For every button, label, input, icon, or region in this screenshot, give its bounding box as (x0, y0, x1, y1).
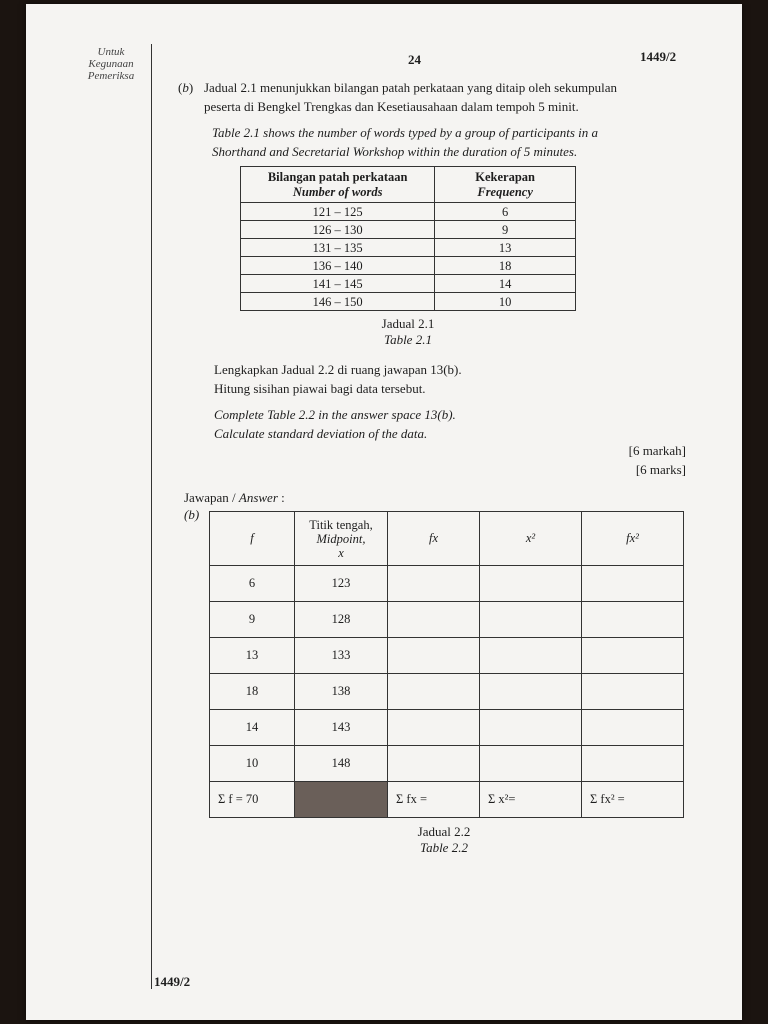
instruction-malay-line-1: Lengkapkan Jadual 2.2 di ruang jawapan 13(b). (214, 362, 462, 377)
fx-squared-answer-cell[interactable] (582, 674, 684, 710)
table-2-1-caption (358, 316, 458, 348)
words-column-header (241, 167, 435, 203)
frequency-header-english: Frequency (477, 184, 533, 199)
intro-english-line-2: Shorthand and Secretarial Workshop within the duration of 5 minutes. (212, 144, 578, 159)
words-header-malay: Bilangan patah perkataan (267, 169, 408, 184)
table-row (210, 566, 684, 602)
midpoint-header-symbol: x (338, 545, 344, 560)
frequency-cell: 18 (435, 257, 576, 275)
footer-paper-code: 1449/2 (154, 974, 191, 989)
words-header-english: Number of words (292, 184, 383, 199)
caption-malay: Jadual 2.2 (417, 824, 471, 839)
table-row (241, 221, 576, 239)
intro-malay-line-1: Jadual 2.1 menunjukkan bilangan patah perkataan yang ditaip oleh sekumpulan (204, 80, 617, 95)
marks-malay: [6 markah] (628, 443, 686, 458)
table-row (210, 602, 684, 638)
answer-label-english: Answer (238, 490, 278, 505)
table-row (241, 257, 576, 275)
instruction-malay-line-2: Hitung sisihan piawai bagi data tersebut. (214, 381, 426, 396)
midpoint-cell: 123 (295, 566, 388, 602)
caption-english: Table 2.2 (420, 840, 468, 855)
margin-note-line-1: Untuk (97, 46, 125, 58)
margin-note-line-2: Kegunaan (88, 58, 134, 70)
fx-squared-answer-cell[interactable] (582, 746, 684, 782)
table-header-row (241, 167, 576, 203)
midpoint-header-english: Midpoint, (316, 531, 366, 546)
instructions-english (214, 405, 456, 443)
x-squared-answer-cell[interactable] (480, 710, 582, 746)
fx-squared-answer-cell[interactable] (582, 566, 684, 602)
fx-squared-answer-cell[interactable] (582, 710, 684, 746)
midpoint-cell: 128 (295, 602, 388, 638)
fx-answer-cell[interactable] (388, 602, 480, 638)
midpoint-cell: 148 (295, 746, 388, 782)
marks-english: [6 marks] (635, 462, 686, 477)
frequency-table-2-1 (240, 166, 576, 311)
table-row (210, 710, 684, 746)
words-cell: 146 – 150 (241, 293, 435, 311)
midpoint-header-malay: Titik tengah, (309, 517, 373, 532)
marks-allocation (586, 441, 686, 479)
question-intro-english (212, 123, 732, 161)
page-number: 24 (408, 52, 421, 67)
table-row (210, 638, 684, 674)
fx-squared-column-header: fx² (582, 512, 684, 566)
midpoint-cell: 133 (295, 638, 388, 674)
f-cell: 10 (210, 746, 295, 782)
midpoint-column-header (295, 512, 388, 566)
answer-label-malay: Jawapan / (184, 490, 239, 505)
fx-answer-cell[interactable] (388, 674, 480, 710)
answer-table-2-2 (209, 511, 684, 818)
instruction-english-line-1: Complete Table 2.2 in the answer space 13(b). (214, 407, 456, 422)
table-row (241, 203, 576, 221)
words-cell: 131 – 135 (241, 239, 435, 257)
table-2-2-caption (394, 824, 494, 856)
x-squared-answer-cell[interactable] (480, 566, 582, 602)
fx-answer-cell[interactable] (388, 710, 480, 746)
f-cell: 14 (210, 710, 295, 746)
answer-label-colon: : (277, 490, 285, 505)
question-label: (b) (178, 80, 194, 95)
table-row (241, 293, 576, 311)
table-row (210, 674, 684, 710)
table-row (210, 746, 684, 782)
f-cell: 13 (210, 638, 295, 674)
x-squared-answer-cell[interactable] (480, 638, 582, 674)
fx-answer-cell[interactable] (388, 746, 480, 782)
words-cell: 136 – 140 (241, 257, 435, 275)
answer-table-header-row (210, 512, 684, 566)
frequency-cell: 6 (435, 203, 576, 221)
fx-answer-cell[interactable] (388, 638, 480, 674)
caption-english: Table 2.1 (384, 332, 432, 347)
frequency-cell: 10 (435, 293, 576, 311)
caption-malay: Jadual 2.1 (381, 316, 435, 331)
fx-squared-answer-cell[interactable] (582, 638, 684, 674)
words-cell: 121 – 125 (241, 203, 435, 221)
instructions-malay (214, 360, 462, 398)
sum-row (210, 782, 684, 818)
x-squared-answer-cell[interactable] (480, 746, 582, 782)
table-row (241, 275, 576, 293)
frequency-cell: 13 (435, 239, 576, 257)
frequency-cell: 14 (435, 275, 576, 293)
x-squared-column-header: x² (480, 512, 582, 566)
midpoint-cell: 138 (295, 674, 388, 710)
f-cell: 18 (210, 674, 295, 710)
f-cell: 6 (210, 566, 295, 602)
sum-fx-squared-cell[interactable]: Σ fx² = (582, 782, 684, 818)
sum-x-squared-cell[interactable]: Σ x²= (480, 782, 582, 818)
fx-squared-answer-cell[interactable] (582, 602, 684, 638)
intro-english-line-1: Table 2.1 shows the number of words typed by a group of participants in a (212, 125, 599, 140)
exam-page (26, 4, 742, 1020)
table-row (241, 239, 576, 257)
sum-f-cell: Σ f = 70 (210, 782, 295, 818)
x-squared-answer-cell[interactable] (480, 674, 582, 710)
fx-column-header: fx (388, 512, 480, 566)
answer-part-label: (b) (184, 507, 200, 522)
x-squared-answer-cell[interactable] (480, 602, 582, 638)
f-column-header: f (210, 512, 295, 566)
paper-code: 1449/2 (640, 49, 677, 64)
words-cell: 126 – 130 (241, 221, 435, 239)
words-cell: 141 – 145 (241, 275, 435, 293)
midpoint-cell: 143 (295, 710, 388, 746)
frequency-cell: 9 (435, 221, 576, 239)
f-cell: 9 (210, 602, 295, 638)
question-part-letter: b (182, 80, 189, 95)
instruction-english-line-2: Calculate standard deviation of the data. (214, 426, 428, 441)
margin-note-line-3: Pemeriksa (87, 70, 135, 82)
intro-malay-line-2: peserta di Bengkel Trengkas dan Kesetiausahaan dalam tempoh 5 minit. (204, 99, 579, 114)
shaded-cell (295, 782, 388, 818)
question-intro-malay (204, 78, 724, 116)
sum-fx-cell[interactable]: Σ fx = (388, 782, 480, 818)
examiner-margin-note (66, 46, 156, 82)
frequency-header-malay: Kekerapan (475, 169, 536, 184)
frequency-column-header (435, 167, 576, 203)
fx-answer-cell[interactable] (388, 566, 480, 602)
margin-divider (151, 44, 152, 989)
